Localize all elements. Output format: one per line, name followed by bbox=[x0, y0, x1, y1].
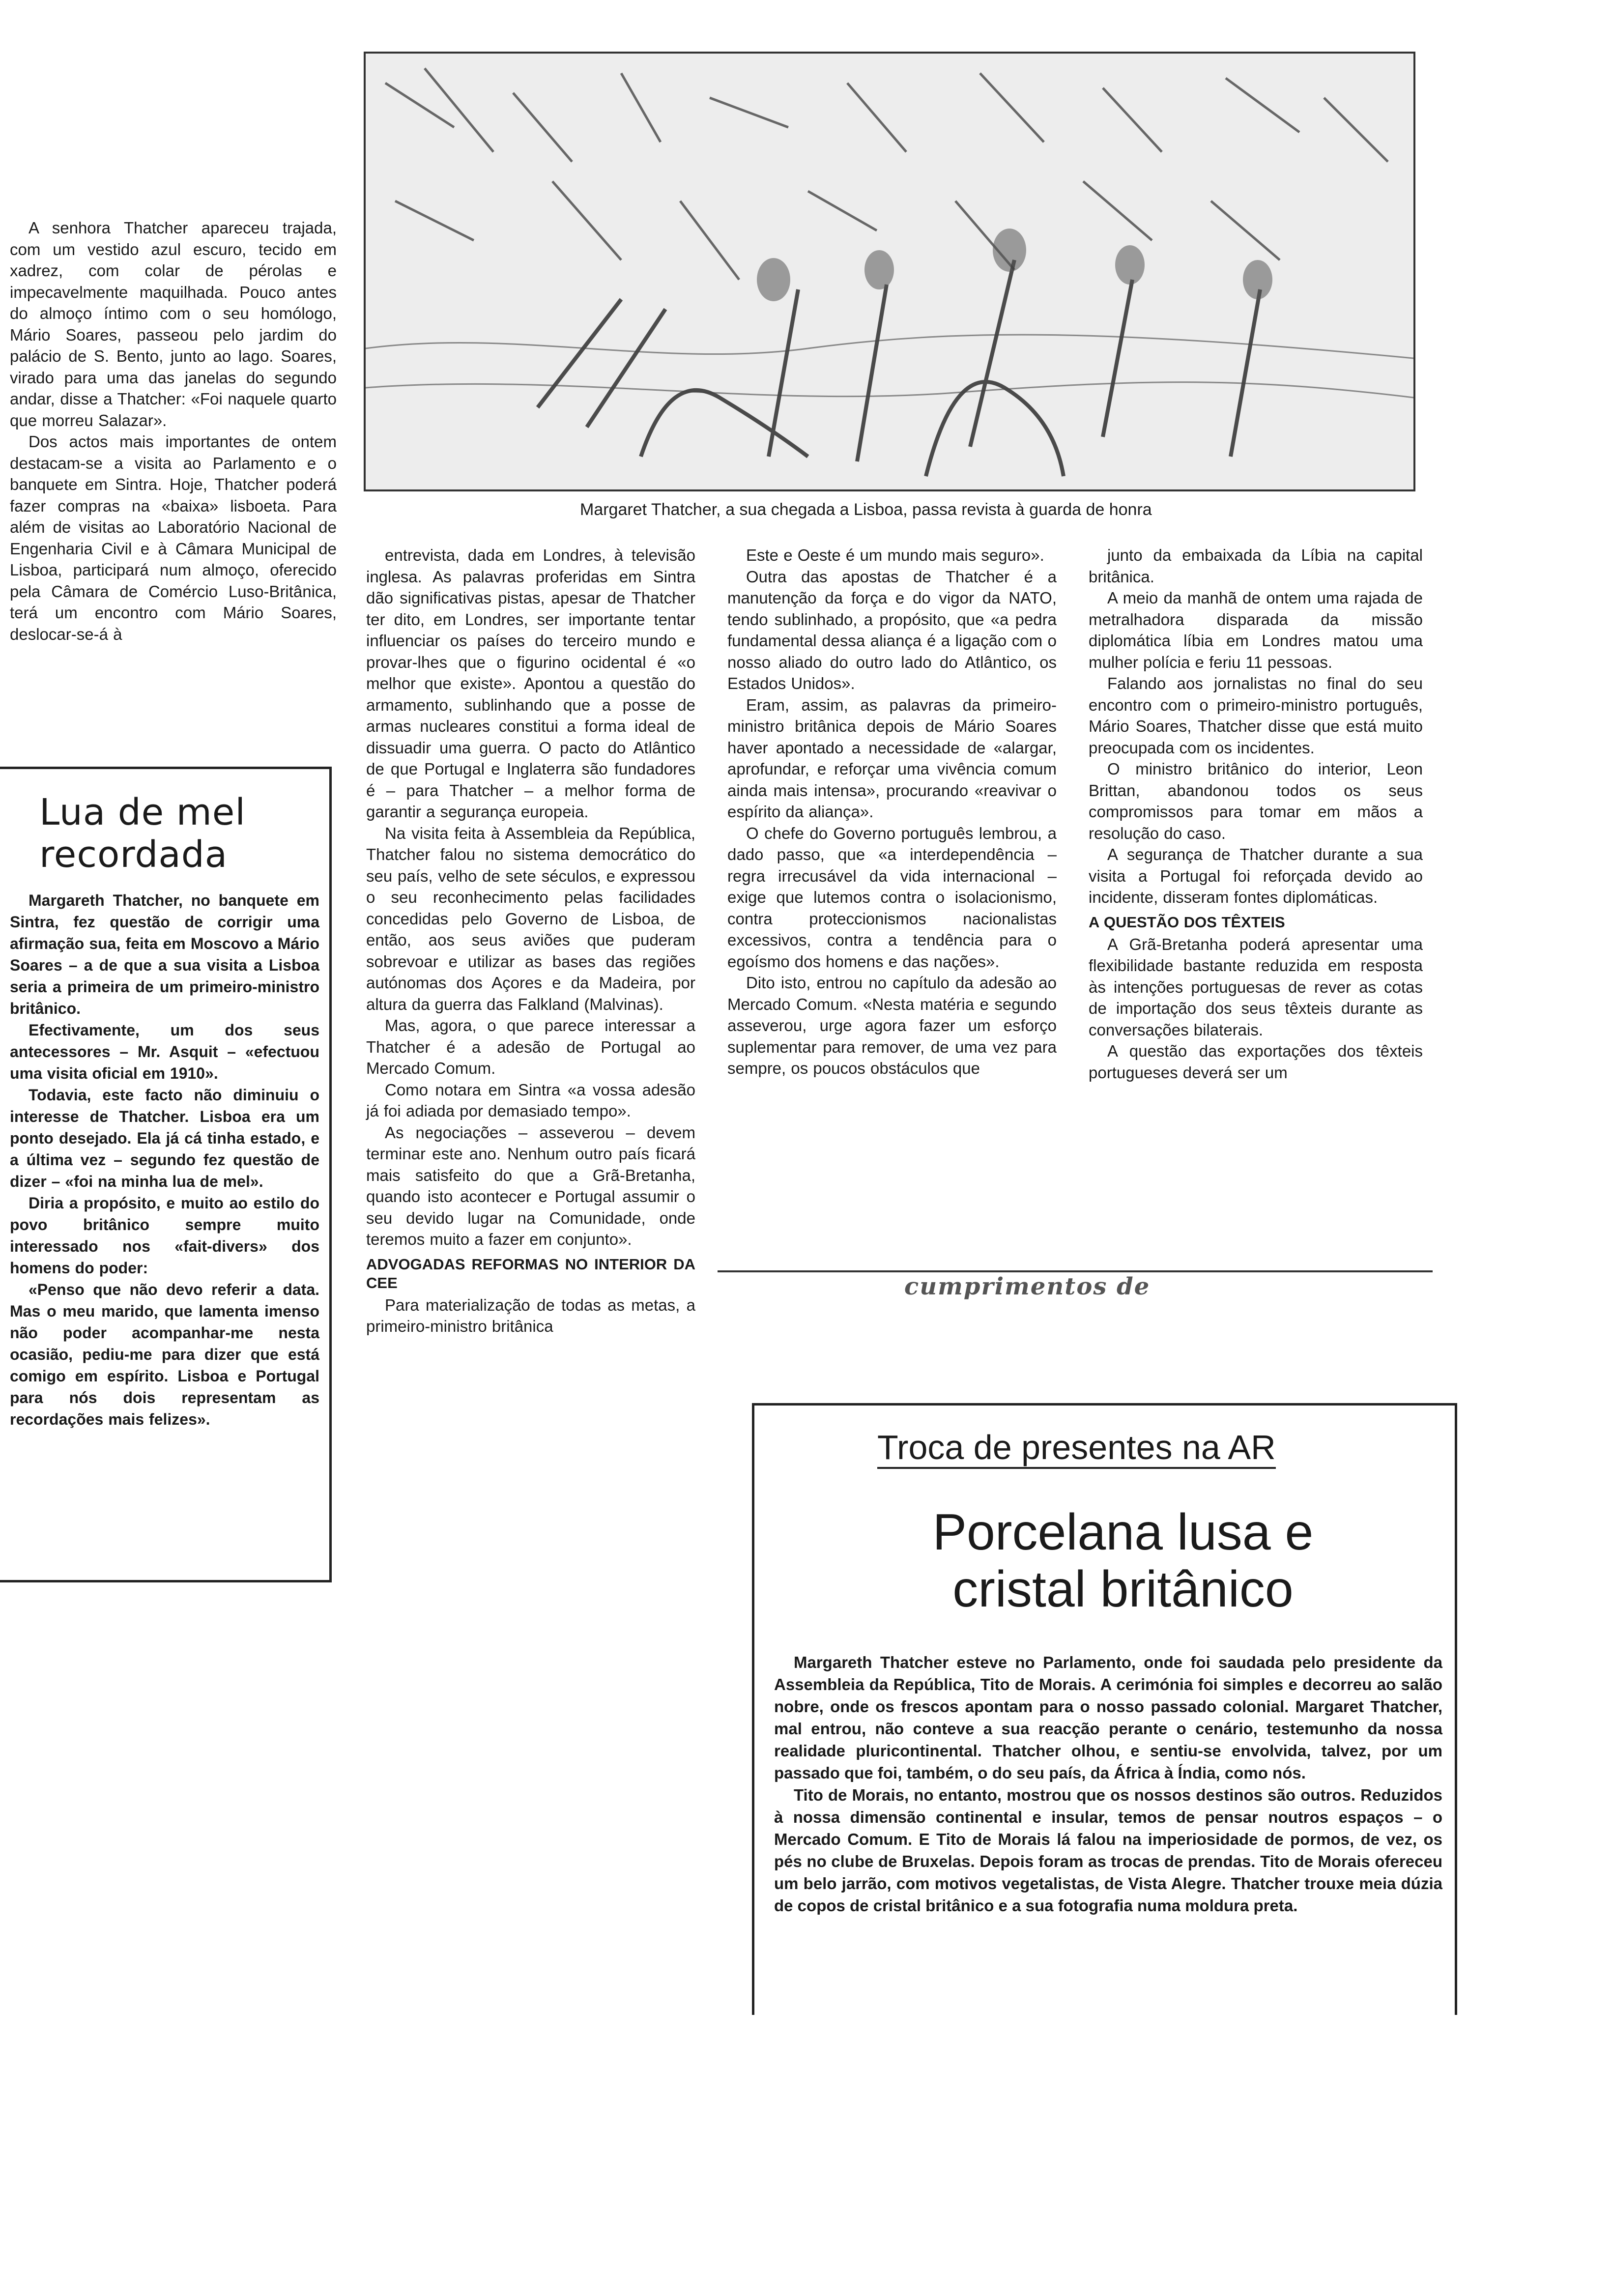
paragraph: junto da embaixada da Líbia na capital britânica. bbox=[1089, 546, 1423, 586]
box-title: Lua de mel recordada bbox=[39, 791, 246, 876]
paragraph: Este e Oeste é um mundo mais seguro». bbox=[746, 546, 1044, 564]
paragraph: Outra das apostas de Thatcher é a manutenção da força e do vigor da NATO, tendo sublinhado, a propósito, que «a pedra fundamental dessa aliança é a ligação com o nosso aliado do outro lado do Atlântico, os Estados Unidos». bbox=[727, 567, 1057, 692]
paragraph: Como notara em Sintra «a vossa adesão já foi adiada por demasiado tempo». bbox=[366, 1080, 695, 1120]
paragraph: A segurança de Thatcher durante a sua visita a Portugal foi reforçada devido ao incidente, disseram fontes diplomáticas. bbox=[1089, 845, 1423, 906]
paragraph: A questão das exportações dos têxteis portugueses deverá ser um bbox=[1089, 1042, 1423, 1082]
divider bbox=[718, 1270, 1433, 1272]
box-kicker: Troca de presentes na AR bbox=[877, 1428, 1276, 1469]
paragraph: A Grã-Bretanha poderá apresentar uma flexibilidade bastante reduzida em resposta às intenções portuguesas de rever as cotas de importação dos seus têxteis durante as conversações bilaterais. bbox=[1089, 935, 1423, 1039]
paragraph: O chefe do Governo português lembrou, a dado passo, que «a interdependência – regra irrecusável da vida internacional – exige que lutemos contra o isolacionismo, contra proteccionismos nacionalistas excessivos, contra a tendência para o egoísmo dos homens e das nações». bbox=[727, 824, 1057, 971]
paragraph: Mas, agora, o que parece interessar a Thatcher é a adesão de Portugal ao Mercado Comum. bbox=[366, 1016, 695, 1077]
paragraph: A senhora Thatcher apareceu trajada, com um vestido azul escuro, tecido em xadrez, com colar de pérolas e impecavelmente maquilhada. Pouco antes do almoço íntimo com o seu homólogo, Mário Soares, passeou pelo jardim do palácio de S. Bento, junto ao lago. Soares, virado para uma das janelas do segundo andar, disse a Thatcher: «Foi naquele quarto que morreu Salazar». bbox=[10, 219, 337, 430]
paragraph: Tito de Morais, no entanto, mostrou que os nossos destinos são outros. Reduzidos à nossa dimensão continental e insular, temos de pensar noutros espaços – o Mercado Comum. E Tito de Morais lá falou na imperiosidade de pormos, de vez, os pés no clube de Bruxelas. Depois foram as trocas de prendas. Tito de Morais ofereceu um belo jarrão, com motivos vegetalistas, de Vista Alegre. Thatcher trouxe meia dúzia de copos de cristal britânico e a sua fotografia numa moldura preta. bbox=[774, 1786, 1442, 1915]
article-column-4 bbox=[1089, 545, 1423, 1083]
article-column-1 bbox=[10, 217, 337, 645]
paragraph: «Penso que não devo referir a data. Mas o meu marido, que lamenta imenso não poder acompanhar-me nesta ocasião, pediu-me para dizer que está comigo em espírito. Lisboa e Portugal para nós dois representam as recordações mais felizes». bbox=[10, 1281, 319, 1428]
paragraph: Efectivamente, um dos seus antecessores – Mr. Asquit – «efectuou uma visita oficial em 1910». bbox=[10, 1021, 319, 1082]
strip-text: cumprimentos de bbox=[904, 1273, 1151, 1300]
news-photo bbox=[364, 52, 1415, 491]
paragraph: Margareth Thatcher, no banquete em Sintra, fez questão de corrigir uma afirmação sua, feita em Moscovo a Mário Soares – a de que a sua visita a Lisboa seria a primeira de um primeiro-ministro britânico. bbox=[10, 891, 319, 1017]
box-body bbox=[774, 1651, 1442, 1917]
cut-headline-strip bbox=[718, 1273, 1433, 1307]
article-column-3 bbox=[727, 545, 1057, 1079]
section-heading: A QUESTÃO DOS TÊXTEIS bbox=[1089, 913, 1285, 931]
paragraph: Margareth Thatcher esteve no Parlamento, onde foi saudada pelo presidente da Assembleia da República, Tito de Morais. A cerimónia foi simples e decorreu ao salão nobre, onde os frescos apontam para o nosso passado colonial. Margaret Thatcher, mal entrou, não conteve a sua reacção perante o cenário, testemunho da nossa realidade pluricontinental. Thatcher olhou, e sentiu-se envolvida, talvez, por um passado que foi, também, o do seu país, da África à Índia, como nós. bbox=[774, 1653, 1442, 1782]
box-body bbox=[10, 890, 319, 1430]
section-heading: ADVOGADAS REFORMAS NO INTERIOR DA CEE bbox=[366, 1255, 695, 1292]
sidebar-box-honeymoon bbox=[0, 767, 332, 1582]
paragraph: entrevista, dada em Londres, à televisão inglesa. As palavras proferidas em Sintra dão significativas pistas, apesar de Thatcher ter dito, em Londres, ser importante tentar influenciar os países do terceiro mundo e provar-lhes que o figurino ocidental é «o melhor que existe». Apontou a questão do armamento, sublinhando que a posse de armas nucleares constitui a forma ideal de dissuadir uma guerra. O pacto do Atlântico de que Portugal e Inglaterra são fundadores é – para Thatcher – a melhor forma de garantir a segurança europeia. bbox=[366, 546, 695, 821]
paragraph: Na visita feita à Assembleia da República, Thatcher falou no sistema democrático do seu país, velho de sete séculos, e expressou o seu reconhecimento pelas facilidades concedidas pelo Governo de Lisboa, de então, aos seus aviões que puderam sobrevoar e utilizar as bases das regiões autónomas dos Açores e da Madeira, por altura da guerra das Falkland (Malvinas). bbox=[366, 824, 695, 1013]
paragraph: As negociações – asseverou – devem terminar este ano. Nenhum outro país ficará mais satisfeito do que a Grã-Bretanha, quando isto acontecer e Portugal assumir o seu devido lugar na Comunidade, onde teremos muito a fazer em conjunto». bbox=[366, 1123, 695, 1248]
paragraph: Diria a propósito, e muito ao estilo do povo britânico sempre muito interessado nos «fait-divers» dos homens do poder: bbox=[10, 1194, 319, 1277]
paragraph: Falando aos jornalistas no final do seu encontro com o primeiro-ministro português, Mário Soares, Thatcher disse que está muito preocupada com os incidentes. bbox=[1089, 674, 1423, 757]
paragraph: A meio da manhã de ontem uma rajada de metralhadora disparada da missão diplomática líbia em Londres matou uma mulher polícia e feriu 11 pessoas. bbox=[1089, 589, 1423, 671]
box-title: Porcelana lusa e cristal britânico bbox=[932, 1504, 1314, 1618]
photo-caption: Margaret Thatcher, a sua chegada a Lisboa, passa revista à guarda de honra bbox=[580, 500, 1152, 519]
article-column-2 bbox=[366, 545, 695, 1337]
paragraph: Dos actos mais importantes de ontem destacam-se a visita ao Parlamento e o banquete em Sintra. Hoje, Thatcher poderá fazer compras na «baixa» lisboeta. Para além de visitas ao Laboratório Nacional de Engenharia Civil e à Câmara Municipal de Lisboa, participará num almoço, oferecido pela Câmara de Comércio Luso-Britânica, terá um encontro com Mário Soares, deslocar-se-á à bbox=[10, 432, 337, 643]
sidebar-box-gifts bbox=[752, 1403, 1457, 2015]
paragraph: Todavia, este facto não diminuiu o interesse de Thatcher. Lisboa era um ponto desejado. Ela já cá tinha estado, e a última vez – segundo fez questão de dizer – «foi na minha lua de mel». bbox=[10, 1086, 319, 1190]
paragraph: O ministro britânico do interior, Leon Brittan, abandonou todos os seus compromissos para tomar em mãos a resolução do caso. bbox=[1089, 760, 1423, 842]
photo-illustration bbox=[366, 54, 1413, 489]
paragraph: Eram, assim, as palavras da primeiro-ministro britânica depois de Mário Soares haver apontado a necessidade de «alargar, aprofundar, e reforçar uma vivência comum ainda mais intensa», procurando «reavivar o espírito da aliança». bbox=[727, 695, 1057, 821]
paragraph: Para materialização de todas as metas, a primeiro-ministro britânica bbox=[366, 1295, 695, 1335]
paragraph: Dito isto, entrou no capítulo da adesão ao Mercado Comum. «Nesta matéria e segundo asseverou, urge agora fazer um esforço suplementar para remover, de uma vez para sempre, os poucos obstáculos que bbox=[727, 974, 1057, 1077]
